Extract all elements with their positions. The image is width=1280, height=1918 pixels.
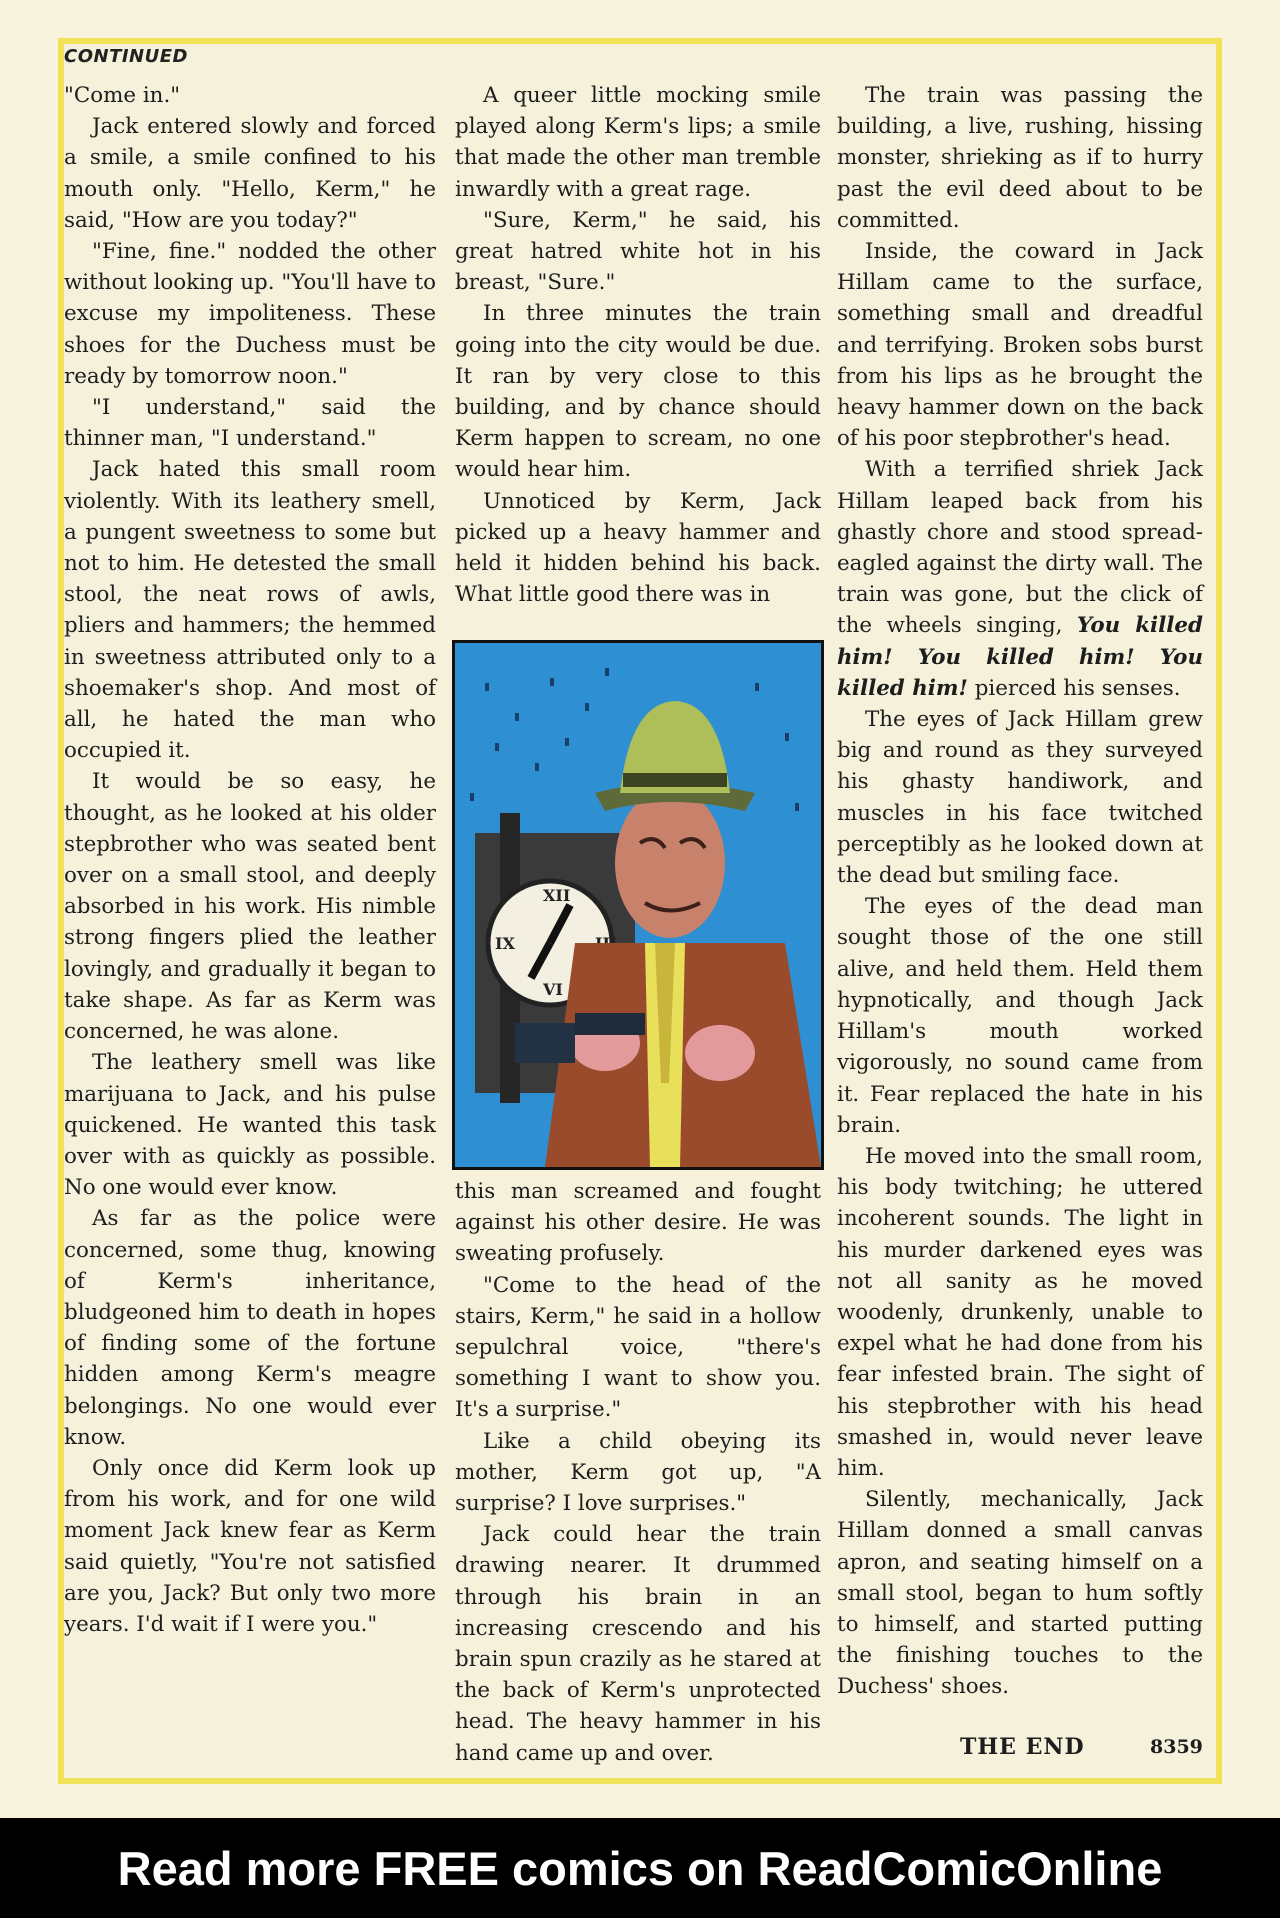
text-run: pierced his senses. (974, 675, 1181, 701)
paragraph: It would be so easy, he thought, as he looked at his older stepbrother who was seated bent over on a small stool, and deeply absorbed in his work. His nimble strong fingers plied the leather lovingly, and gradually it began to take shape. As far as Kerm was concerned, he was alone. (64, 769, 436, 1045)
paragraph: Jack could hear the train drawing nearer. It drummed through his brain in an increasing crescendo and his brain spun crazily as he stared at the back of Kerm's unprotected head. The heavy hammer in his hand came up and over. (455, 1522, 821, 1766)
paragraph: "Come to the head of the stairs, Kerm," he said in a hollow sepulchral voice, "there's something I want to show you. It's a surprise." (455, 1272, 821, 1423)
the-end-label: THE END (960, 1734, 1085, 1760)
paragraph: In three minutes the train going into the city would be due. It ran by very close to this building, and by chance should Kerm happen to scream, no one would hear him. (455, 301, 821, 483)
paragraph: Only once did Kerm look up from his work, and for one wild moment Jack knew fear as Kerm said quietly, "You're not satisfied are you, Jack? But only two more years. I'd wait if I were you." (64, 1455, 436, 1637)
svg-text:VI: VI (543, 980, 563, 999)
comic-panel-illustration (452, 640, 824, 1170)
paragraph: Silently, mechanically, Jack Hillam donned a small canvas apron, and seating himself on a small stool, began to hum softly to himself, and started putting the finishing touches to the Duchess' shoes. (837, 1487, 1203, 1700)
paragraph: The train was passing the building, a live, rushing, hissing monster, shrieking as if to hurry past the evil deed about to be committed. (837, 83, 1203, 233)
promo-banner[interactable] (0, 1818, 1280, 1918)
continued-label: CONTINUED (64, 46, 188, 67)
text-run: With a terrified shriek Jack Hillam leaped back from his ghastly chore and stood spread-eagled against the dirty wall. The train was gone, but the click of the wheels singing, (837, 457, 1203, 639)
paragraph: "Fine, fine." nodded the other without looking up. "You'll have to excuse my impoliteness. These shoes for the Duchess must be ready by tomorrow noon." (64, 239, 436, 389)
text-column-3 (837, 80, 1203, 1703)
paragraph: He moved into the small room, his body twitching; he uttered incoherent sounds. The light in his murder darkened eyes was not all sanity as he moved woodenly, drunkenly, unable to expel what he had done from his fear infested brain. The sight of his stepbrother with his head smashed in, would never leave him. (837, 1143, 1203, 1481)
paragraph: this man screamed and fought against his other desire. He was sweating profusely. (455, 1179, 821, 1267)
text-column-2-bottom (455, 1176, 821, 1769)
paragraph: Jack entered slowly and forced a smile, a smile confined to his mouth only. "Hello, Kerm," he said, "How are you today?" (64, 114, 436, 233)
svg-text:XII: XII (543, 886, 571, 905)
text-column-2-top (455, 80, 821, 610)
paragraph: The leathery smell was like marijuana to Jack, and his pulse quickened. He wanted this task over with as quickly as possible. No one would ever know. (64, 1050, 436, 1201)
paragraph: Like a child obeying its mother, Kerm got up, "A surprise? I love surprises." (455, 1428, 821, 1517)
paragraph: A queer little mocking smile played along Kerm's lips; a smile that made the other man tremble inwardly with a great rage. (455, 83, 821, 202)
banner-text[interactable]: Read more FREE comics on ReadComicOnline (117, 1841, 1163, 1895)
paragraph (837, 454, 1203, 704)
paragraph: Inside, the coward in Jack Hillam came to the surface, something small and dreadful and terrifying. Broken sobs burst from his lips as he brought the heavy hammer down on the back of his poor stepbrother's head. (837, 239, 1203, 452)
paragraph: The eyes of Jack Hillam grew big and round as they surveyed his ghasty handiwork, and muscles in his face twitched perceptibly as he looked down at the dead but smiling face. (837, 707, 1203, 889)
paragraph: Unnoticed by Kerm, Jack picked up a heavy hammer and held it hidden behind his back. What little good there was in (455, 488, 821, 608)
svg-text:IX: IX (495, 934, 515, 953)
text-column-1 (64, 80, 436, 1640)
paragraph: Jack hated this small room violently. With its leathery smell, a pungent sweetness to some but not to him. He detested the small stool, the neat rows of awls, pliers and hammers; the hemmed in sweetness attributed only to a shoemaker's shop. And most of all, he hated the man who occupied it. (64, 457, 436, 764)
paragraph: The eyes of the dead man sought those of the one still alive, and held them. Held them hypnotically, and though Jack Hillam's mouth worked vigorously, no sound came from it. Fear replaced the hate in his brain. (837, 894, 1203, 1138)
paragraph: "I understand," said the thinner man, "I understand." (64, 395, 436, 452)
illustration-svg (455, 643, 821, 1167)
page-code: 8359 (1150, 1736, 1203, 1758)
italic-chant: You killed him! You killed him! You killed him! (837, 613, 1203, 701)
paragraph: As far as the police were concerned, some thug, knowing of Kerm's inheritance, bludgeoned him to death in hopes of finding some of the fortune hidden among Kerm's meagre belongings. No one would ever know. (64, 1206, 436, 1450)
paragraph: "Sure, Kerm," he said, his great hatred white hot in his breast, "Sure." (455, 207, 821, 296)
paragraph: "Come in." (64, 83, 181, 108)
